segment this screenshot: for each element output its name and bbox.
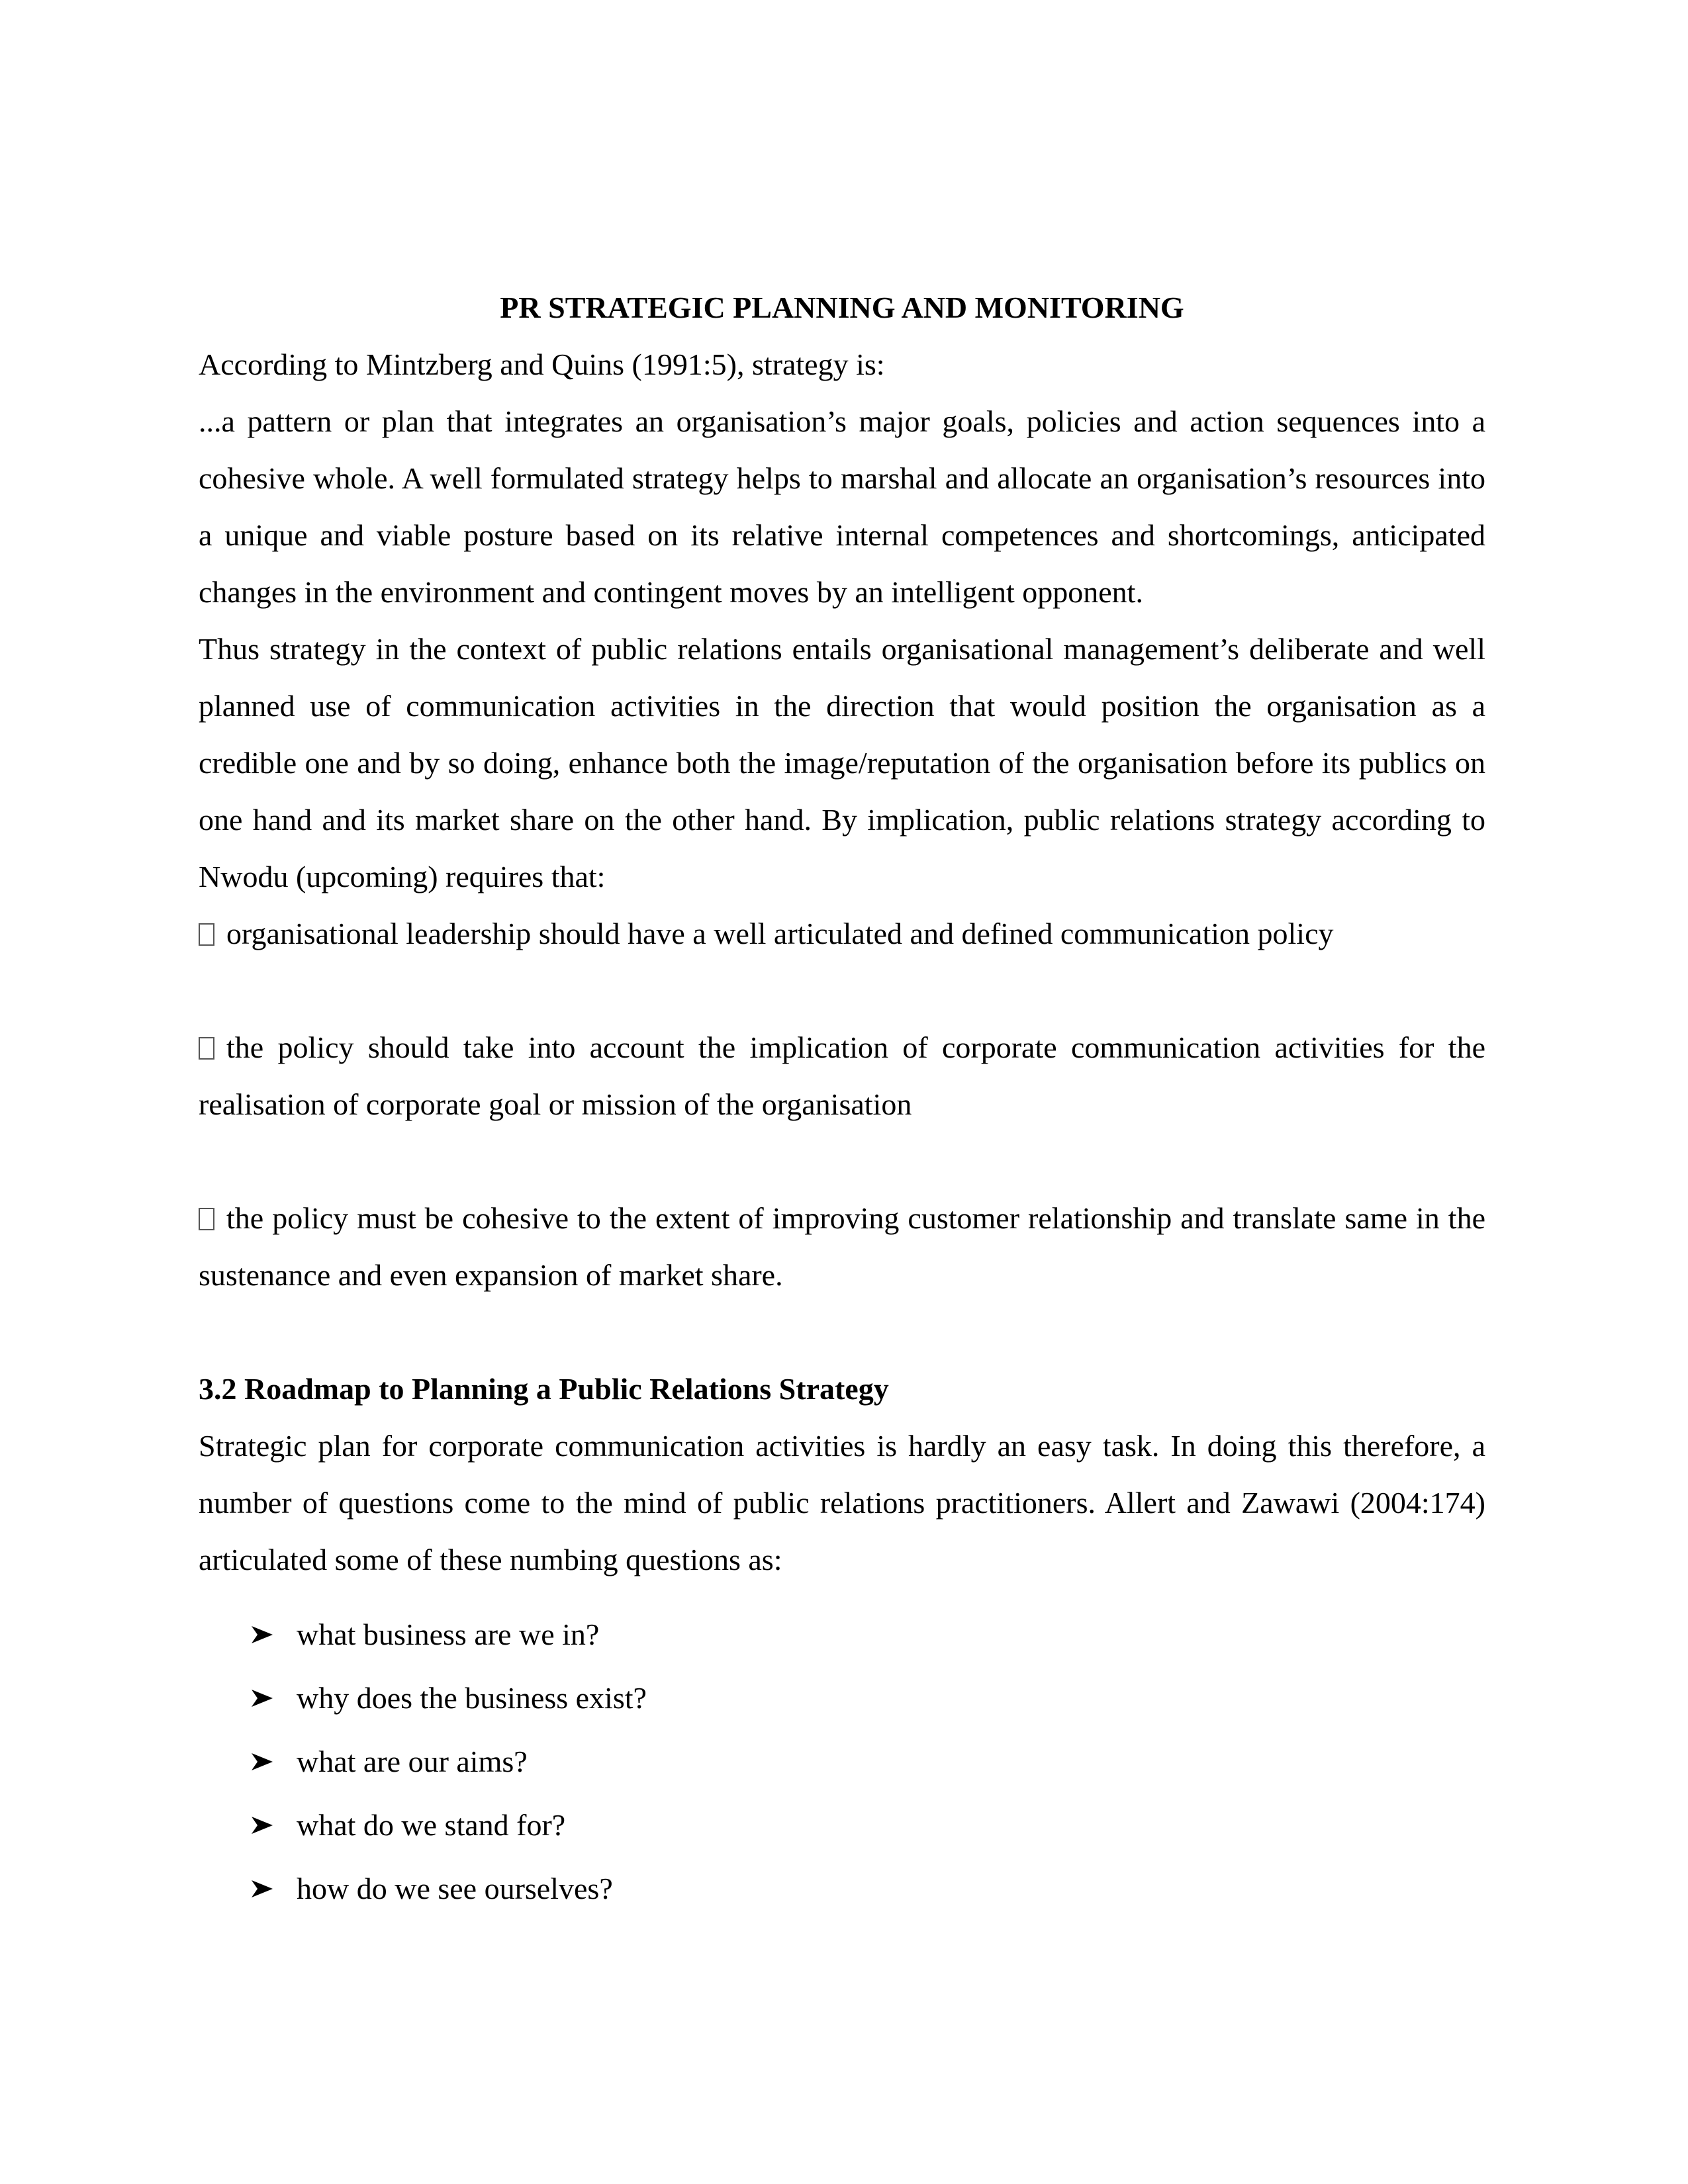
arrowhead-bullet-icon [252, 1690, 273, 1707]
list-item [252, 1666, 1485, 1730]
question-text: what business are we in? [297, 1617, 600, 1651]
list-item [252, 1857, 1485, 1921]
spacer [199, 1133, 1485, 1190]
page-content [199, 279, 1485, 1921]
requirement-item [199, 1019, 1485, 1133]
list-item [252, 1730, 1485, 1794]
spacer [199, 962, 1485, 1019]
strategy-paragraph: Thus strategy in the context of public relations entails organisational management’s deliberate and well planned use of communication activities in the direction that would position the organisation as a credible one and by so doing, enhance both the image/reputation of the organisation before its publics on one hand and its market share on the other hand. By implication, public relations strategy according to Nwodu (upcoming) requires that: [199, 632, 1485, 893]
arrowhead-bullet-icon [252, 1753, 273, 1770]
list-item [252, 1794, 1485, 1857]
questions-list [199, 1603, 1485, 1921]
list-item [252, 1603, 1485, 1666]
intro-line: According to Mintzberg and Quins (1991:5), strategy is: [199, 347, 885, 381]
question-text: what are our aims? [297, 1745, 528, 1778]
strategy-quote: ...a pattern or plan that integrates an organisation’s major goals, policies and action sequences into a cohesive whole. A well formulated strategy helps to marshal and allocate an organisation’s resources into a unique and viable posture based on its relative internal competences and shortcomings, anticipated changes in the environment and contingent moves by an intelligent opponent. [199, 404, 1485, 609]
question-text: what do we stand for? [297, 1808, 566, 1842]
missing-glyph-box-icon [199, 1208, 214, 1230]
arrowhead-bullet-icon [252, 1817, 273, 1834]
requirement-text: organisational leadership should have a well articulated and defined communication policy [226, 917, 1334, 950]
section-paragraph: Strategic plan for corporate communication activities is hardly an easy task. In doing this therefore, a number of questions come to the mind of public relations practitioners. Allert and Zawawi (2004:174) articulated some of these numbing questions as: [199, 1429, 1485, 1576]
requirement-item [199, 905, 1485, 962]
section-heading: 3.2 Roadmap to Planning a Public Relations Strategy [199, 1372, 889, 1406]
requirement-item [199, 1190, 1485, 1304]
question-text: why does the business exist? [297, 1681, 647, 1715]
page-title: PR STRATEGIC PLANNING AND MONITORING [500, 291, 1184, 324]
requirement-text: the policy should take into account the implication of corporate communication activities for the realisation of corporate goal or mission of the organisation [199, 1030, 1485, 1121]
question-text: how do we see ourselves? [297, 1872, 613, 1905]
missing-glyph-box-icon [199, 923, 214, 946]
requirement-text: the policy must be cohesive to the extent of improving customer relationship and translate same in the sustenance and even expansion of market share. [199, 1201, 1485, 1292]
spacer [199, 1304, 1485, 1361]
arrowhead-bullet-icon [252, 1626, 273, 1643]
arrowhead-bullet-icon [252, 1880, 273, 1897]
missing-glyph-box-icon [199, 1037, 214, 1060]
